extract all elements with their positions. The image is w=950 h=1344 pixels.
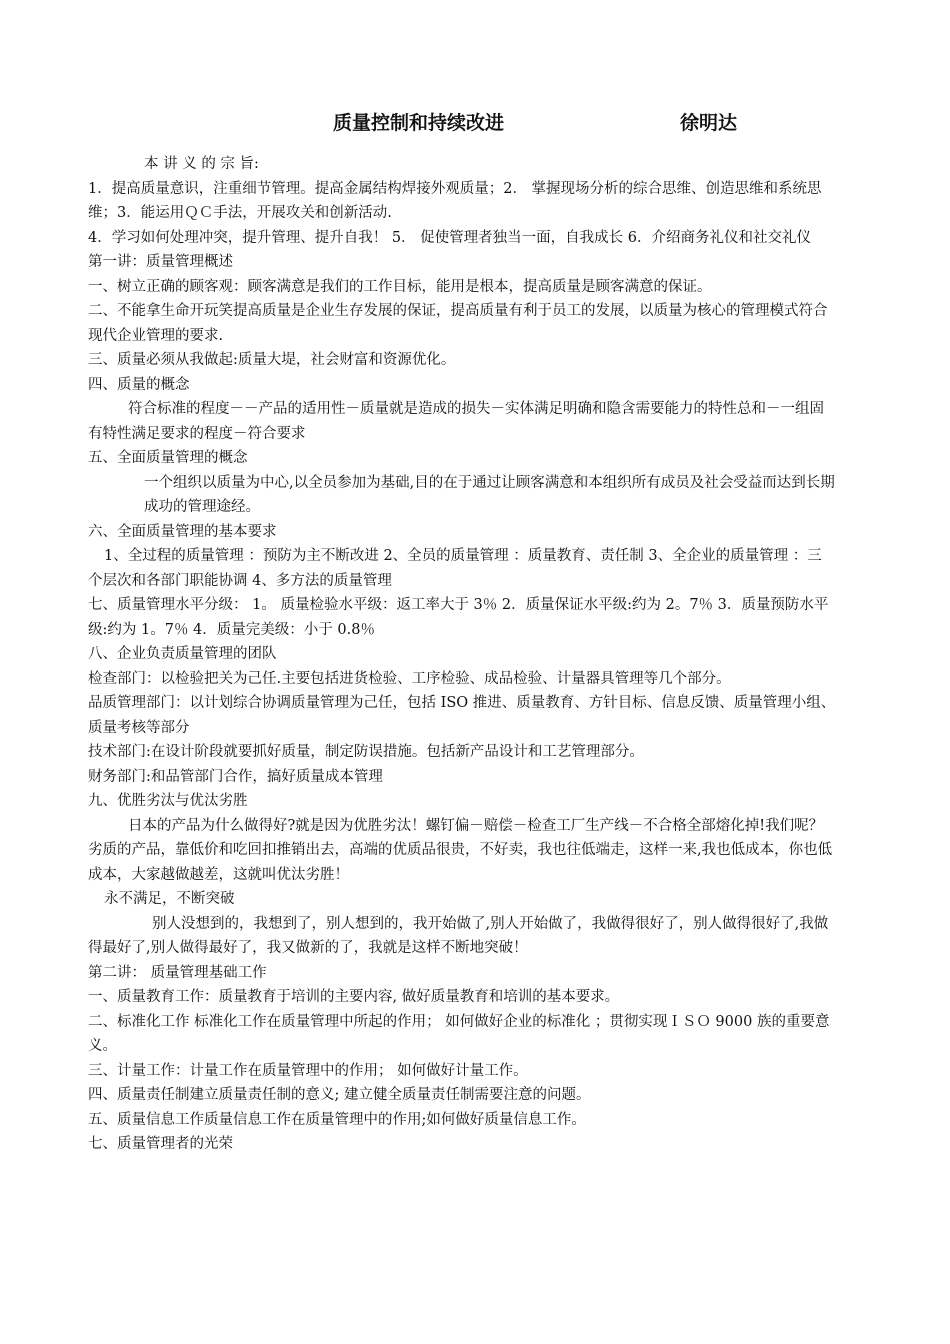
section-6-heading: 六、全面质量管理的基本要求 — [88, 523, 277, 540]
section-4-heading: 四、质量的概念 — [88, 376, 190, 393]
team-finance: 财务部门:和品管部门合作，搞好质量成本管理 — [88, 768, 383, 785]
team-inspection: 检查部门：以检验把关为己任.主要包括进货检验、工序检验、成品检验、计量器具管理等几个部分。 — [88, 670, 731, 687]
section-6-body: 1、全过程的质量管理 ：预防为主不断改进 2、全员的质量管理 ：质量教育、责任制 3、全企业的质量管理 ：三个层次和各部门职能协调 4、多方法的质量管理 — [88, 548, 822, 589]
basic-work-3: 三、计量工作：计量工作在质量管理中的作用； 如何做好计量工作。 — [88, 1062, 528, 1079]
purpose-line-1: 1．提高质量意识，注重细节管理。提高金属结构焊接外观质量；2． 掌握现场分析的综合思维、创造思维和系统思维；3．能运用ＱＣ手法，开展攻关和创新活动. — [88, 180, 822, 221]
basic-work-7: 七、质量管理者的光荣 — [88, 1136, 233, 1152]
section-9-heading: 九、优胜劣汰与优汰劣胜 — [88, 793, 248, 809]
team-quality-management: 品质管理部门：以计划综合协调质量管理为己任，包括 ISO 推进、质量教育、方针目标、信息反馈、质量管理小组、质量考核等部分 — [88, 695, 836, 736]
document-title: 质量控制和持续改进 — [333, 112, 505, 134]
purpose-heading: 本 讲 义 的 宗 旨: — [144, 156, 259, 172]
section-3: 三、质量必须从我做起:质量大堤，社会财富和资源优化。 — [88, 352, 456, 368]
basic-work-4: 四、质量责任制建立质量责任制的意义; 建立健全质量责任制需要注意的问题。 — [88, 1087, 591, 1103]
section-7: 七、质量管理水平分级： 1。 质量检验水平级：返工率大于 3％ 2．质量保证水平级:约为 2。7％ 3．质量预防水平级:约为 1。7％ 4．质量完美级：小于 0.8％ — [88, 597, 829, 638]
section-9-body: 日本的产品为什么做得好?就是因为优胜劣汰！螺钉偏－赔偿－检查工厂生产线－不合格全部熔化掉!我们呢？劣质的产品，靠低价和吃回扣推销出去，高端的优质品很贵，不好卖，我也往低端走，这样一来,我也低成本，你也低成本，大家越做越差，这就叫优汰劣胜！ — [88, 817, 833, 883]
section-1: 一、树立正确的顾客观：顾客满意是我们的工作目标，能用是根本，提高质量是顾客满意的保证。 — [88, 278, 712, 295]
never-satisfied-heading: 永不满足，不断突破 — [104, 891, 235, 907]
section-5-body: 一个组织以质量为中心,以全员参加为基础,目的在于通过让顾客满意和本组织所有成员及社会受益而达到长期成功的管理途经。 — [144, 474, 835, 515]
document-author: 徐明达 — [680, 112, 738, 134]
section-2: 二、不能拿生命开玩笑提高质量是企业生存发展的保证，提高质量有利于员工的发展，以质量为核心的管理模式符合现代企业管理的要求. — [88, 303, 828, 344]
basic-work-2: 二、标准化工作 标准化工作在质量管理中所起的作用； 如何做好企业的标准化 ；贯彻实现ＩＳＯ 9000 族的重要意义。 — [88, 1013, 830, 1054]
purpose-line-2: 4．学习如何处理冲突，提升管理、提升自我！ 5． 促使管理者独当一面，自我成长 6．介绍商务礼仪和社交礼仪 — [88, 229, 811, 246]
lecture-1-heading: 第一讲：质量管理概述 — [88, 254, 233, 270]
document-body — [88, 152, 836, 1157]
section-4-body: 符合标准的程度－－产品的适用性－质量就是造成的损失－实体满足明确和隐含需要能力的特性总和－一组固有特性满足要求的程度－符合要求 — [88, 401, 824, 442]
section-8-heading: 八、企业负责质量管理的团队 — [88, 646, 277, 662]
basic-work-5: 五、质量信息工作质量信息工作在质量管理中的作用;如何做好质量信息工作。 — [88, 1111, 586, 1128]
section-5-heading: 五、全面质量管理的概念 — [88, 450, 248, 466]
basic-work-1: 一、质量教育工作：质量教育于培训的主要内容, 做好质量教育和培训的基本要求。 — [88, 989, 620, 1005]
team-technology: 技术部门:在设计阶段就要抓好质量，制定防误措施。包括新产品设计和工艺管理部分。 — [88, 744, 644, 760]
lecture-2-heading: 第二讲： 质量管理基础工作 — [88, 964, 267, 981]
never-satisfied-body: 别人没想到的，我想到了，别人想到的，我开始做了,别人开始做了，我做得很好了，别人做得很好了,我做得最好了,别人做得最好了，我又做新的了，我就是这样不断地突破！ — [88, 915, 829, 956]
